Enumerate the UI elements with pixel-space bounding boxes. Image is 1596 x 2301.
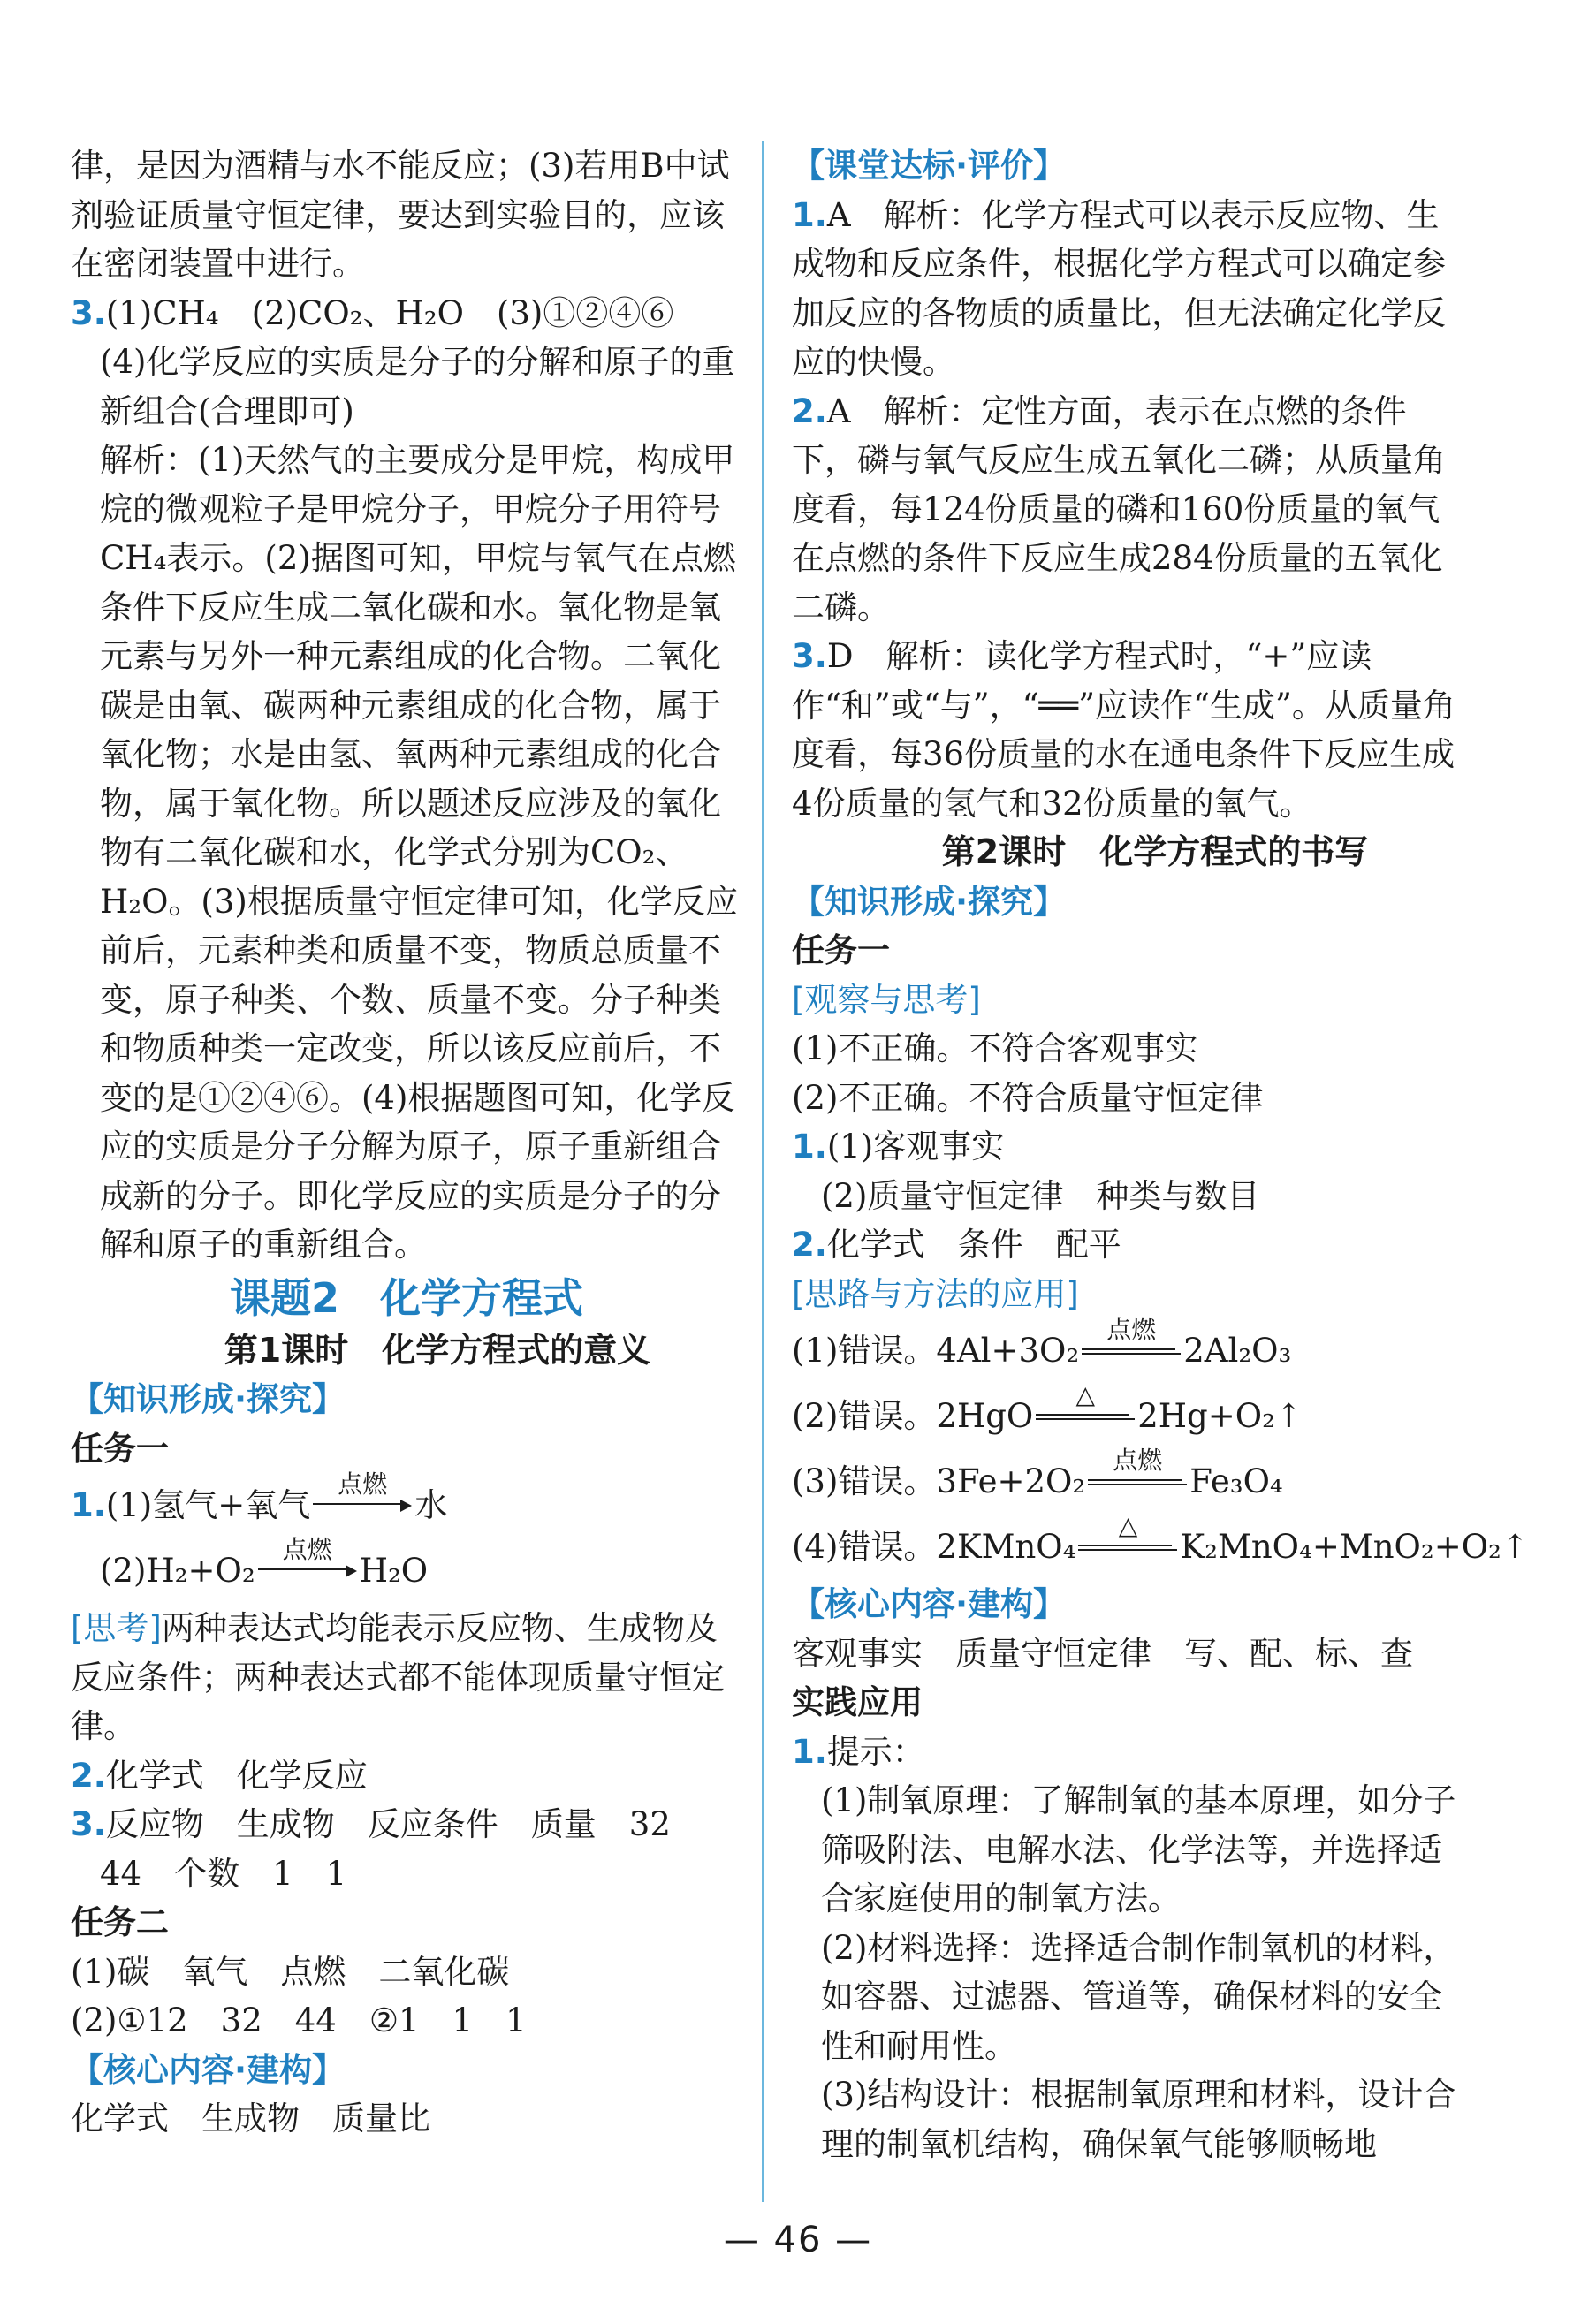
task-2-line-2: (2)①12 32 44 ②1 1 1 [71, 2001, 527, 2039]
knowledge-1b: (2)质量守恒定律 种类与数目 [821, 1176, 1260, 1215]
condition-label: △ [1075, 1380, 1096, 1409]
item-1a-reactants: (1)氢气+氧气 [105, 1486, 311, 1524]
item-2 [71, 1751, 742, 1801]
practice-1-part1: (1)制氧原理：了解制氧的基本原理，如分子筛吸附法、电解水法、化学法等，并选择适合家庭使用的制氧方法。 [821, 1781, 1456, 1918]
equation-3-right: Fe₃O₄ [1189, 1462, 1283, 1500]
eval-answer-1-text: A 解析：化学方程式可以表示反应物、生成物和反应条件，根据化学方程式可以确定参加反应的各物质的质量比，但无法确定化学反应的快慢。 [792, 195, 1446, 381]
practice-1-text: 提示： [826, 1732, 925, 1771]
equation-3 [792, 1446, 1456, 1515]
condition-label: 点燃 [1106, 1315, 1157, 1344]
item-number: 1. [71, 1486, 106, 1524]
item-number: 1. [792, 1732, 827, 1771]
condition-label: △ [1118, 1511, 1138, 1540]
practice-1-part3: (3)结构设计：根据制氧原理和材料，设计合理的制氧机结构，确保氧气能够顺畅地 [821, 2076, 1456, 2163]
practice-1-part2: (2)材料选择：选择适合制作制氧机的材料，如容器、过滤器、管道等，确保材料的安全性和耐用性。 [821, 1928, 1456, 2065]
knowledge-1-text: (1)客观事实 [826, 1128, 1005, 1166]
task-1-heading: 任务一 [71, 1429, 169, 1468]
item-1b-reactants: (2)H₂+O₂ [100, 1552, 255, 1590]
answer-number: 3. [71, 293, 106, 332]
column-divider [762, 141, 764, 2202]
think-text: 两种表达式均能表示反应物、生成物及反应条件；两种表达式都不能体现质量守恒定律。 [71, 1609, 725, 1745]
lesson-1-title: 第1课时 化学方程式的意义 [224, 1330, 651, 1370]
equation-3-left: (3)错误。3Fe+2O₂ [792, 1462, 1086, 1500]
equals-sign-icon [1078, 1511, 1177, 1556]
practice-heading: 实践应用 [792, 1683, 923, 1721]
core-text: 客观事实 质量守恒定律 写、配、标、查 [792, 1634, 1413, 1673]
core-text: 化学式 生成物 质量比 [71, 2100, 430, 2138]
page-number: — 46 — [723, 2220, 873, 2260]
observe-2: (2)不正确。不符合质量守恒定律 [792, 1078, 1264, 1117]
section-core: 【核心内容·建构】 [71, 2050, 346, 2089]
right-column [792, 141, 1529, 2168]
equation-1 [792, 1315, 1456, 1384]
item-number: 1. [792, 1128, 827, 1166]
practice-1 [792, 1728, 1456, 1777]
answer-number: 1. [792, 195, 827, 234]
answer-3 [71, 289, 742, 338]
left-column [71, 141, 742, 2144]
item-number: 2. [792, 1226, 827, 1264]
item-number: 3. [71, 1805, 106, 1843]
eval-answer-2 [792, 387, 1456, 633]
item-3-continued: 44 个数 1 1 [100, 1854, 347, 1893]
topic-title: 课题2 化学方程式 [229, 1273, 583, 1322]
item-1b [71, 1535, 742, 1604]
condition-label: 点燃 [338, 1469, 388, 1499]
observe-1: (1)不正确。不符合客观事实 [792, 1029, 1198, 1067]
answer-3-text: (1)CH₄ (2)CO₂、H₂O (3)①②④⑥ [105, 293, 674, 332]
item-3 [71, 1800, 742, 1849]
knowledge-2 [792, 1220, 1456, 1270]
law-paragraph: 律，是因为酒精与水不能反应；(3)若用B中试剂验证质量守恒定律，要达到实验目的，应该在密闭装置中进行。 [71, 147, 730, 283]
condition-label: 点燃 [282, 1535, 332, 1564]
equation-2 [792, 1380, 1456, 1449]
item-1a [71, 1469, 742, 1538]
section-core: 【核心内容·建构】 [792, 1585, 1067, 1623]
equals-sign-icon [1088, 1446, 1187, 1491]
item-number: 2. [71, 1756, 106, 1795]
item-2-text: 化学式 化学反应 [105, 1756, 368, 1795]
think-label: [思考] [71, 1609, 162, 1647]
eval-answer-3-text: D 解析：读化学方程式时，“+”应读作“和”或“与”，“══”应读作“生成”。从质量角度看，每36份质量的水在通电条件下反应生成4份质量的氢气和32份质量的氧气。 [792, 637, 1455, 823]
condition-label: 点燃 [1113, 1446, 1163, 1475]
answer-3-analysis: 解析：(1)天然气的主要成分是甲烷，构成甲烷的微观粒子是甲烷分子，甲烷分子用符号CH₄表示。(2)据图可知，甲烷与氧气在点燃条件下反应生成二氧化碳和水。氧化物是氧元素与另外一种元素组成的化合物。二氧化碳是由氧、碳两种元素组成的化合物，属于氧化物；水是由氢、氧两种元素组成的化合物，属于氧化物。所以题述反应涉及的氧化物有二氧化碳和水，化学式分别为CO₂、H₂O。(3)根据质量守恒定律可知，化学反应前后，元素种类和质量不变，物质总质量不变，原子种类、个数、质量不变。分子种类和物质种类一定改变，所以该反应前后，不变的是①②④⑥。(4)根据题图可知，化学反应的实质是分子分解为原子，原子重新组合成新的分子。即化学反应的实质是分子的分解和原子的重新组合。 [100, 441, 738, 1264]
item-1a-product: 水 [414, 1486, 448, 1524]
item-1b-product: H₂O [359, 1552, 429, 1590]
section-class-evaluation: 【课堂达标·评价】 [792, 147, 1067, 185]
task-2-line-1: (1)碳 氧气 点燃 二氧化碳 [71, 1952, 510, 1991]
section-knowledge: 【知识形成·探究】 [792, 882, 1067, 921]
equation-1-left: (1)错误。4Al+3O₂ [792, 1332, 1080, 1370]
eval-answer-1 [792, 191, 1456, 387]
equation-2-left: (2)错误。2HgO [792, 1397, 1034, 1435]
reaction-arrow-icon [258, 1535, 357, 1580]
reaction-arrow-icon [313, 1469, 412, 1515]
think-paragraph [71, 1604, 742, 1751]
lesson-2-title: 第2课时 化学方程式的书写 [941, 832, 1369, 871]
knowledge-1 [792, 1122, 1456, 1172]
equation-4 [792, 1511, 1529, 1580]
equation-4-left: (4)错误。2KMnO₄ [792, 1528, 1076, 1566]
equation-1-right: 2Al₂O₃ [1183, 1332, 1292, 1370]
subsection-observe: [观察与思考] [792, 980, 981, 1019]
answer-number: 3. [792, 637, 827, 675]
equation-2-right: 2Hg+O₂↑ [1137, 1397, 1303, 1435]
answer-3-part4: (4)化学反应的实质是分子的分解和原子的重新组合(合理即可) [100, 343, 735, 430]
item-3-text: 反应物 生成物 反应条件 质量 32 [105, 1805, 671, 1843]
equals-sign-icon [1082, 1315, 1181, 1360]
equation-4-right: K₂MnO₄+MnO₂+O₂↑ [1180, 1528, 1529, 1566]
knowledge-2-text: 化学式 条件 配平 [826, 1226, 1121, 1264]
section-knowledge: 【知识形成·探究】 [71, 1380, 346, 1418]
equals-sign-icon [1036, 1380, 1135, 1425]
eval-answer-2-text: A 解析：定性方面，表示在点燃的条件下，磷与氧气反应生成五氧化二磷；从质量角度看，每124份质量的磷和160份质量的氧气在点燃的条件下反应生成284份质量的五氧化二磷。 [792, 391, 1446, 627]
answer-number: 2. [792, 391, 827, 430]
eval-answer-3 [792, 632, 1456, 828]
task-2-heading: 任务二 [71, 1903, 169, 1941]
task-1-heading: 任务一 [792, 931, 890, 969]
subsection-method: [思路与方法的应用] [792, 1274, 1079, 1313]
